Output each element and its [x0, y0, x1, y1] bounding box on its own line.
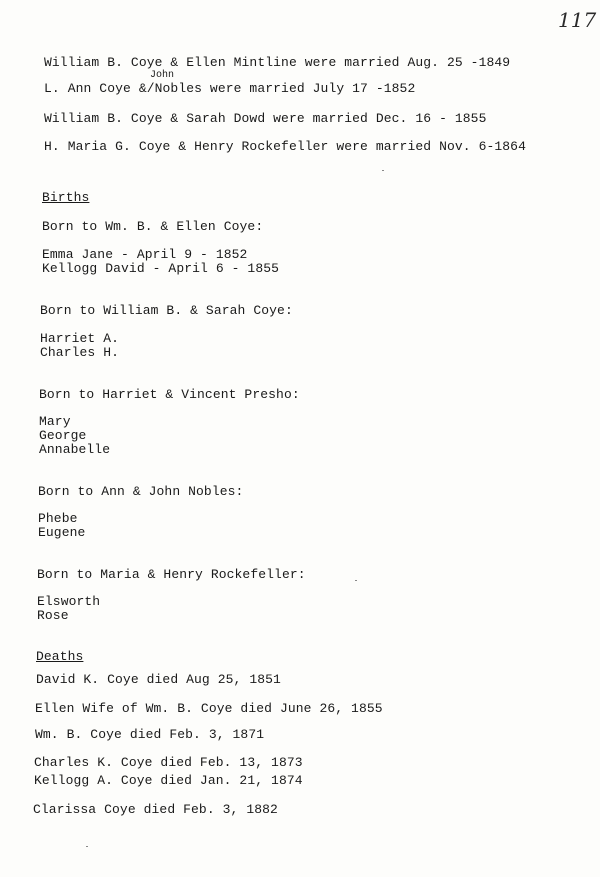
- page-number: 117: [558, 8, 597, 32]
- child-entry: Phebe: [38, 511, 78, 526]
- death-record: Clarissa Coye died Feb. 3, 1882: [33, 802, 278, 817]
- child-entry: Rose: [37, 608, 69, 623]
- child-entry: Annabelle: [39, 442, 111, 457]
- birth-group-title: Born to William B. & Sarah Coye:: [40, 303, 293, 318]
- child-entry: Kellogg David - April 6 - 1855: [42, 261, 280, 276]
- death-record: David K. Coye died Aug 25, 1851: [36, 672, 281, 687]
- marriage-record: H. Maria G. Coye & Henry Rockefeller were married Nov. 6-1864: [44, 139, 526, 154]
- child-entry: Charles H.: [40, 345, 120, 360]
- death-record: Ellen Wife of Wm. B. Coye died June 26, 1855: [35, 701, 383, 716]
- child-entry: Mary: [39, 414, 71, 429]
- death-record: Wm. B. Coye died Feb. 3, 1871: [35, 727, 265, 742]
- child-entry: Emma Jane - April 9 - 1852: [42, 247, 248, 262]
- scan-speck: [355, 580, 357, 581]
- child-entry: Harriet A.: [40, 331, 120, 346]
- births-heading: Births: [42, 190, 90, 205]
- death-record: Kellogg A. Coye died Jan. 21, 1874: [34, 773, 303, 788]
- marriage-record: L. Ann Coye &/Nobles were married July 17 -1852: [44, 81, 416, 96]
- birth-group-title: Born to Harriet & Vincent Presho:: [39, 387, 300, 402]
- child-entry: George: [39, 428, 87, 443]
- birth-group-title: Born to Ann & John Nobles:: [38, 484, 244, 499]
- marriage-record: William B. Coye & Sarah Dowd were married Dec. 16 - 1855: [44, 111, 487, 126]
- child-entry: Eugene: [38, 525, 86, 540]
- handwritten-insert: John: [150, 70, 175, 81]
- deaths-heading: Deaths: [36, 649, 84, 664]
- marriage-record: William B. Coye & Ellen Mintline were married Aug. 25 -1849: [44, 55, 511, 70]
- birth-group-title: Born to Maria & Henry Rockefeller:: [37, 567, 306, 582]
- birth-group-title: Born to Wm. B. & Ellen Coye:: [42, 219, 264, 234]
- death-record: Charles K. Coye died Feb. 13, 1873: [34, 755, 303, 770]
- scan-speck: [382, 170, 384, 171]
- child-entry: Elsworth: [37, 594, 101, 609]
- scan-speck: [86, 846, 88, 847]
